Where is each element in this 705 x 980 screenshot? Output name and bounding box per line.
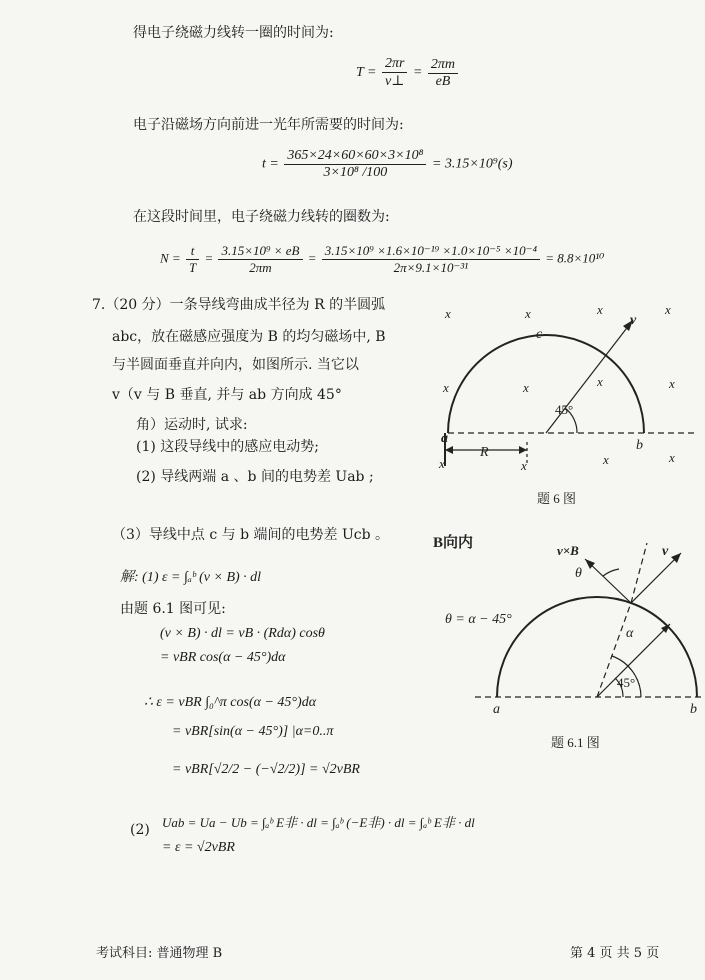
cross-mark: x — [665, 302, 671, 317]
theta-equation: θ = α − 45° — [445, 612, 512, 627]
figure-6-1 — [425, 525, 705, 755]
label-R: R — [480, 445, 489, 460]
footer-subject: 考试科目: 普通物理 B — [96, 946, 223, 961]
solution-line: = vBR[√2/2 − (−√2/2)] = √2vBR — [172, 762, 360, 777]
cross-mark: x — [603, 452, 609, 467]
label-b: b — [690, 702, 697, 717]
label-alpha: α — [626, 626, 634, 641]
cross-mark: x — [597, 302, 603, 317]
velocity-arrow — [631, 553, 681, 603]
equation-turns: N = $\frac{t}{T}$ = $\frac{\text{3.15×10⁹ × eB}}{2\pi m}$ = $\frac{\text{3.15×10⁹ ×1.6×10⁻¹⁹ ×1.0×10⁻⁵ ×10⁻⁴}}{\text{2π×9.1×10⁻³¹}}$ = 8.8×10¹⁰ — [160, 243, 605, 275]
equation-period: T = $\frac{2\pi r}{v\perp}$ = $\frac{2\pi m}{eB}$ — [356, 56, 460, 90]
label-v: v — [662, 544, 669, 559]
cross-mark: x — [597, 374, 603, 389]
label-v: v — [630, 313, 637, 328]
cross-mark: x — [523, 380, 529, 395]
question-3: （3）导线中点 c 与 b 端间的电势差 Ucb 。 — [112, 527, 390, 543]
solution-line: = vBR cos(α − 45°)dα — [160, 650, 286, 665]
equation-time: t = $\frac{\text{365×24×60×60×3×10⁸}}{\text{3×10⁸ /100}}$ = 3.15×10⁹(s) — [262, 148, 513, 180]
semicircle-arc — [497, 597, 697, 697]
figure-caption: 题 6 图 — [537, 491, 577, 506]
radius-extension — [631, 543, 647, 603]
text-line: 在这段时间里，电子绕磁力线转的圈数为: — [133, 209, 390, 225]
semicircle-arc — [448, 335, 644, 433]
figure-caption: 题 6.1 图 — [551, 735, 600, 750]
question-2: (2) 导线两端 a 、b 间的电势差 Uab ; — [136, 469, 374, 485]
label-theta: θ — [575, 566, 582, 581]
theta-arc — [603, 569, 619, 576]
label-c: c — [536, 327, 543, 342]
figure-title: B向内 — [433, 535, 474, 551]
problem-statement: 7.（20 分）一条导线弯曲成半径为 R 的半圆弧 — [92, 297, 386, 313]
solution-line: = vBR[sin(α − 45°)] |α=0..π — [172, 724, 334, 739]
solution-line: 由题 6.1 图可见: — [120, 601, 226, 617]
cross-mark: x — [525, 306, 531, 321]
cross-mark: x — [669, 450, 675, 465]
cross-mark: x — [521, 458, 527, 473]
cross-mark: x — [445, 306, 451, 321]
label-angle: 45° — [555, 402, 574, 417]
question-1: (1) 这段导线中的感应电动势; — [136, 439, 319, 455]
label-a: a — [441, 431, 448, 446]
figure-6 — [425, 290, 705, 520]
label-b: b — [636, 438, 643, 453]
problem-statement: 与半圆面垂直并向内，如图所示. 当它以 — [112, 357, 359, 373]
solution-line: ∴ ε = vBR ∫₀^π cos(α − 45°)dα — [144, 695, 317, 710]
solution-line: Uab = Ua − Ub = ∫ₐᵇ E非 · dl = ∫ₐᵇ (−E非) · dl = ∫ₐᵇ E非 · dl — [162, 815, 475, 830]
text-line: 得电子绕磁力线转一圈的时间为: — [133, 25, 334, 41]
label-vxb: v×B — [557, 543, 579, 558]
solution-line: 解: (1) ε = ∫ₐᵇ (v × B) · dl — [120, 570, 262, 585]
cross-mark: x — [443, 380, 449, 395]
solution-label: (2) — [130, 822, 150, 838]
label-a: a — [493, 702, 500, 717]
solution-line: (v × B) · dl = vB · (Rdα) cosθ — [160, 626, 325, 641]
problem-statement: 角）运动时, 试求: — [136, 417, 248, 433]
solution-line: = ε = √2vBR — [162, 840, 235, 855]
footer-page: 第 4 页 共 5 页 — [570, 946, 660, 961]
problem-statement: abc，放在磁感应强度为 B 的均匀磁场中, B — [112, 329, 386, 345]
problem-statement: v（v 与 B 垂直, 并与 ab 方向成 45° — [112, 387, 342, 403]
label-angle: 45° — [617, 675, 636, 690]
cross-mark: x — [439, 456, 445, 471]
cross-mark: x — [669, 376, 675, 391]
text-line: 电子沿磁场方向前进一光年所需要的时间为: — [133, 117, 404, 133]
